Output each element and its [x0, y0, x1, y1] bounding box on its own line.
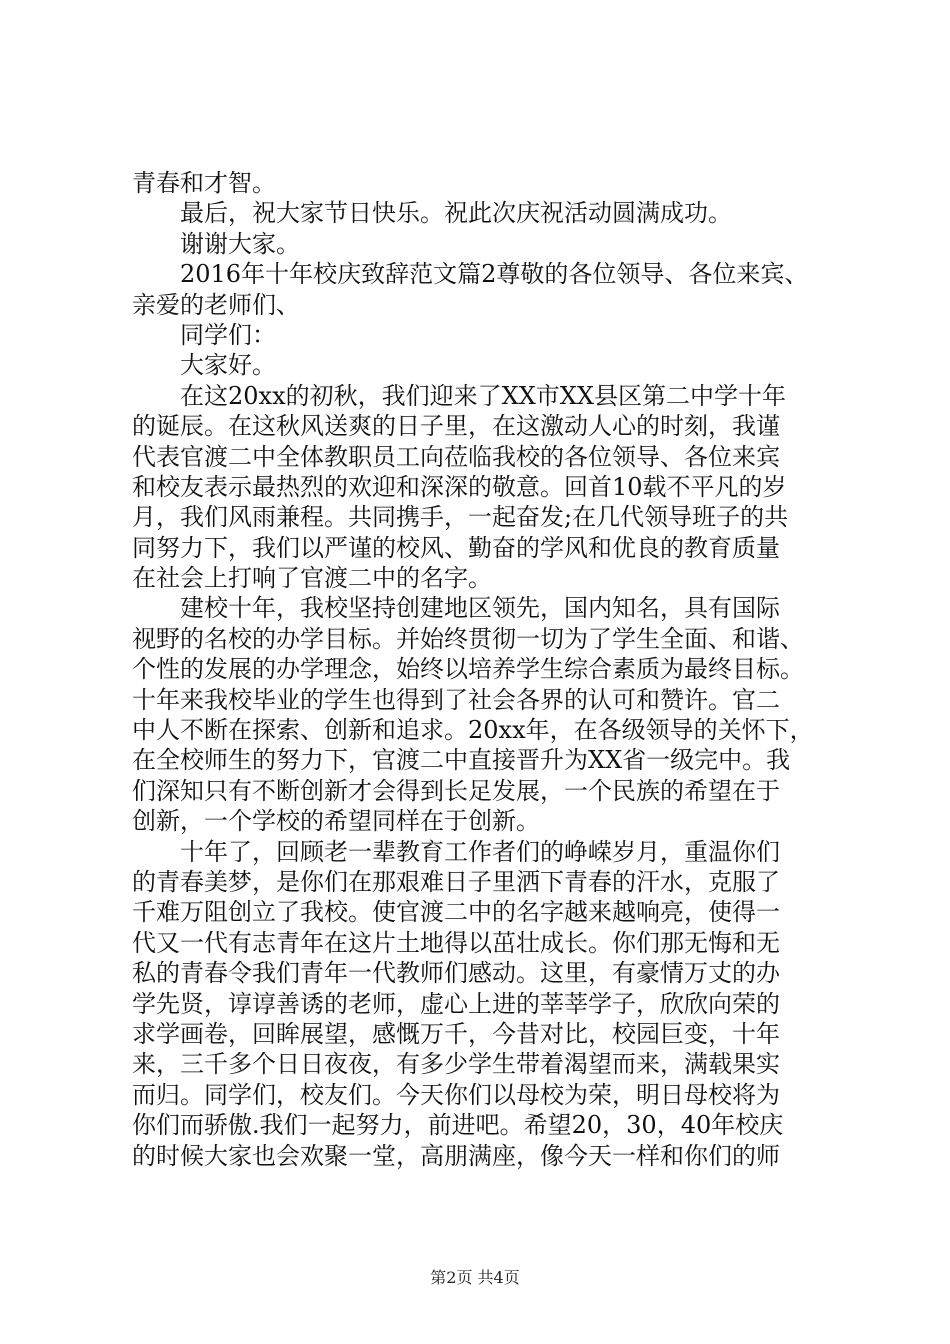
text-line: 视野的名校的办学目标。并始终贯彻一切为了学生全面、和谐、	[132, 624, 804, 653]
text-line: 建校十年，我校坚持创建地区领先，国内知名，具有国际	[180, 594, 780, 623]
text-line: 来，三千多个日日夜夜，有多少学生带着渴望而来，满载果实	[132, 1050, 780, 1079]
text-line: 大家好。	[180, 351, 276, 380]
text-line: 和校友表示最热烈的欢迎和深深的敬意。回首10载不平凡的岁	[132, 472, 787, 501]
text-line: 你们而骄傲.我们一起努力，前进吧。希望20，30，40年校庆	[132, 1111, 784, 1140]
text-line: 最后，祝大家节日快乐。祝此次庆祝活动圆满成功。	[180, 199, 732, 228]
text-line: 同努力下，我们以严谨的校风、勤奋的学风和优良的教育质量	[132, 533, 780, 562]
text-line: 的时候大家也会欢聚一堂，高朋满座，像今天一样和你们的师	[132, 1141, 780, 1170]
text-line: 在全校师生的努力下，官渡二中直接晋升为XX省一级完中。我	[132, 746, 791, 775]
document-body	[132, 168, 850, 1171]
text-line: 的青春美梦，是你们在那艰难日子里洒下青春的汗水，克服了	[132, 867, 780, 896]
text-line: 创新，一个学校的希望同样在于创新。	[132, 807, 540, 836]
text-line: 私的青春令我们青年一代教师们感动。这里，有豪情万丈的办	[132, 959, 780, 988]
text-line: 而归。同学们，校友们。今天你们以母校为荣，明日母校将为	[132, 1080, 780, 1109]
text-line: 十年来我校毕业的学生也得到了社会各界的认可和赞许。官二	[132, 685, 780, 714]
text-line: 月，我们风雨兼程。共同携手，一起奋发;在几代领导班子的共	[132, 503, 789, 532]
text-line: 谢谢大家。	[180, 229, 300, 258]
text-line: 青春和才智。	[132, 169, 276, 197]
text-line: 十年了，回顾老一辈教育工作者们的峥嵘岁月，重温你们	[180, 837, 780, 866]
text-line: 千难万阻创立了我校。使官渡二中的名字越来越响亮，使得一	[132, 898, 780, 927]
text-line: 在社会上打响了官渡二中的名字。	[132, 564, 492, 593]
text-line: 同学们：	[180, 320, 276, 349]
text-line: 个性的发展的办学理念，始终以培养学生综合素质为最终目标。	[132, 655, 804, 684]
text-line: 亲爱的老师们、	[132, 290, 300, 319]
text-line: 的诞辰。在这秋风送爽的日子里，在这激动人心的时刻，我谨	[132, 412, 780, 441]
text-line: 求学画卷，回眸展望，感慨万千，今昔对比，校园巨变，十年	[132, 1019, 780, 1048]
text-line: 学先贤，谆谆善诱的老师，虚心上进的莘莘学子，欣欣向荣的	[132, 989, 780, 1018]
text-line: 2016年十年校庆致辞范文篇2尊敬的各位领导、各位来宾、	[180, 260, 809, 289]
text-line: 们深知只有不断创新才会得到长足发展，一个民族的希望在于	[132, 776, 780, 805]
text-line: 代又一代有志青年在这片土地得以茁壮成长。你们那无悔和无	[132, 928, 780, 957]
text-line: 中人不断在探索、创新和追求。20xx年，在各级领导的关怀下，	[132, 716, 814, 745]
page-number: 第2页 共4页	[430, 1268, 520, 1287]
text-line: 在这20xx的初秋，我们迎来了XX市XX县区第二中学十年	[180, 381, 786, 410]
page-footer	[0, 1268, 950, 1288]
text-line: 代表官渡二中全体教职员工向莅临我校的各位领导、各位来宾	[132, 442, 780, 471]
